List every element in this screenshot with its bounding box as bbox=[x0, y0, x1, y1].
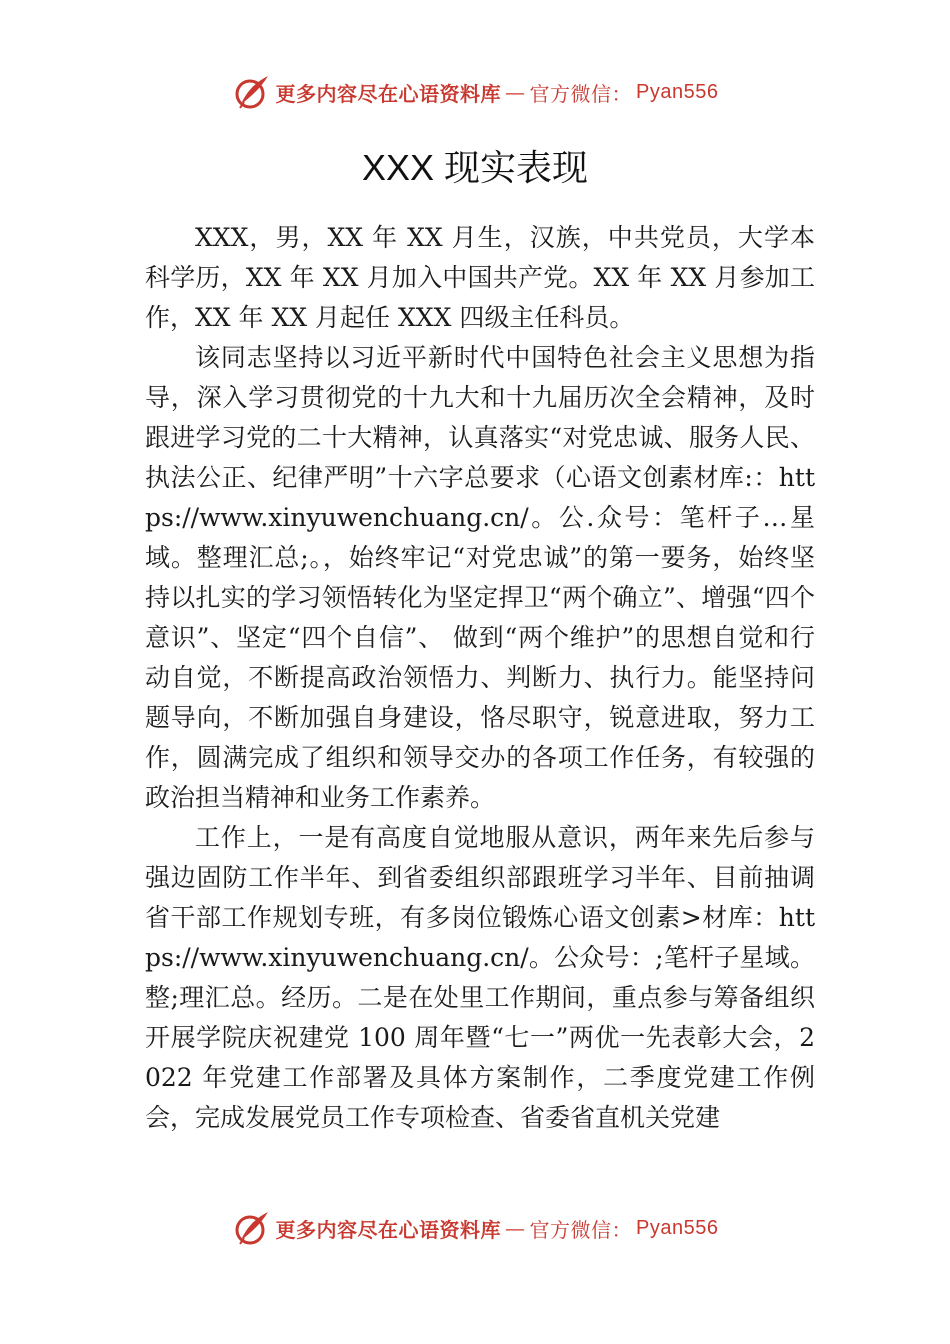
banner-dash: — bbox=[505, 80, 526, 104]
footer-banner bbox=[0, 1208, 950, 1248]
banner-main-text: 更多内容尽在心语资料库 bbox=[275, 1217, 502, 1242]
banner-wechat-id: Pyan556 bbox=[636, 80, 719, 103]
banner-wechat-id: Pyan556 bbox=[636, 1216, 719, 1239]
header-banner bbox=[0, 72, 950, 112]
document-title: XXX 现实表现 bbox=[361, 147, 589, 188]
paragraph-work: 工作上，一是有高度自觉地服从意识，两年来先后参与强边固防工作半年、到省委组织部跟班学习半年、目前抽调省干部工作规划专班，有多岗位锻炼心语文创素>材库：https://www.xinyuwenchuang.cn/。公众号：;笔杆子星域。整;理汇总。经历。二是在处里工作期间，重点参与筹备组织开展学院庆祝建党 100 周年暨“七一”两优一先表彰大会，2022 年党建工作部署及具体方案制作，二季度党建工作例会，完成发展党员工作专项检查、省委省直机关党建 bbox=[145, 823, 815, 1132]
paragraph-political: 该同志坚持以习近平新时代中国特色社会主义思想为指导，深入学习贯彻党的十九大和十九届历次全会精神，及时跟进学习党的二十大精神，认真落实“对党忠诚、服务人民、执法公正、纪律严明”十六字总要求（心语文创素材库:：https://www.xinyuwenchuang.cn/。公.众号：笔杆子…星域。整理汇总;。，始终牢记“对党忠诚”的第一要务，始终坚持以扎实的学习领悟转化为坚定捍卫“两个确立”、增强“四个意识”、坚定“四个自信”、 做到“两个维护”的思想自觉和行动自觉，不断提高政治领悟力、判断力、执行力。能坚持问题导向，不断加强自身建设，恪尽职守，锐意进取，努力工作，圆满完成了组织和领导交办的各项工作任务，有较强的政治担当精神和业务工作素养。 bbox=[145, 343, 815, 812]
paragraph-profile: XXX，男，XX 年 XX 月生，汉族，中共党员，大学本科学历，XX 年 XX 月加入中国共产党。XX 年 XX 月参加工作，XX 年 XX 月起任 XXX 四级主任科员。 bbox=[145, 223, 815, 332]
feather-pen-logo-icon bbox=[232, 72, 272, 112]
feather-pen-logo-icon bbox=[232, 1208, 272, 1248]
banner-main-text: 更多内容尽在心语资料库 bbox=[275, 81, 502, 106]
banner-label: 官方微信： bbox=[529, 81, 633, 106]
banner-dash: — bbox=[505, 1216, 526, 1240]
document-body bbox=[145, 218, 815, 1138]
banner-label: 官方微信： bbox=[529, 1217, 633, 1242]
